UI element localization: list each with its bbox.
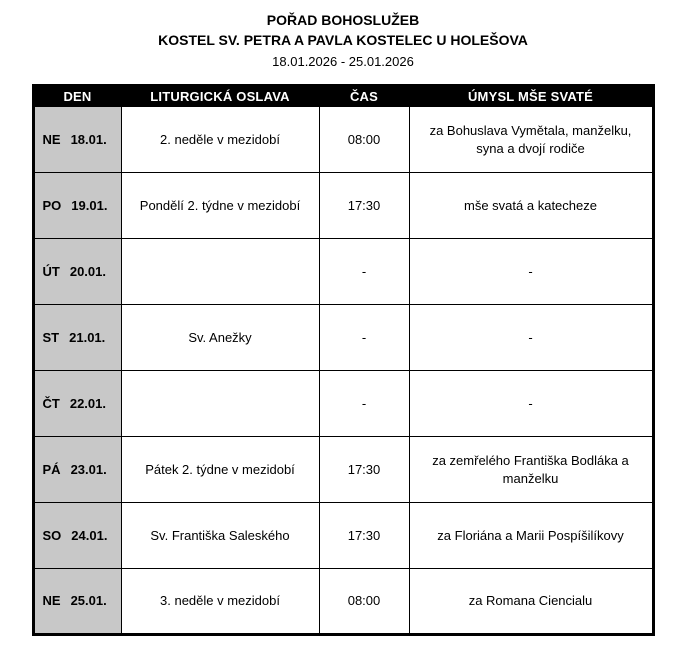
celebration-cell: 3. neděle v mezidobí [121, 569, 319, 635]
intention-cell: - [409, 371, 653, 437]
day-abbrev: SO [42, 527, 62, 543]
page-title: POŘAD BOHOSLUŽEB [266, 12, 420, 28]
intention-cell: za zemřelého Františka Bodláka a manželku [409, 437, 653, 503]
intention-cell: za Romana Ciencialu [409, 569, 653, 635]
day-abbrev: NE [42, 131, 61, 147]
celebration-cell: 2. neděle v mezidobí [121, 107, 319, 173]
day-date: 22.01. [69, 395, 106, 411]
day-cell [33, 305, 121, 371]
day-cell [33, 569, 121, 635]
time-cell: 17:30 [319, 437, 409, 503]
schedule-table-body [33, 107, 653, 635]
table-row [33, 503, 653, 569]
day-abbrev: PO [42, 197, 62, 213]
day-abbrev: ST [42, 329, 60, 345]
day-date: 20.01. [69, 263, 106, 279]
day-cell [33, 173, 121, 239]
day-cell [33, 503, 121, 569]
table-row [33, 239, 653, 305]
celebration-cell: Sv. Anežky [121, 305, 319, 371]
day-date: 19.01. [71, 197, 108, 213]
table-row [33, 569, 653, 635]
time-cell: 17:30 [319, 503, 409, 569]
day-abbrev: ČT [42, 395, 60, 411]
celebration-cell: Pátek 2. týdne v mezidobí [121, 437, 319, 503]
table-header-row [33, 86, 653, 107]
day-date: 18.01. [70, 131, 107, 147]
day-abbrev: ÚT [42, 263, 60, 279]
celebration-cell [121, 239, 319, 305]
page-subtitle: KOSTEL SV. PETRA A PAVLA KOSTELEC U HOLEŠOVA [158, 32, 528, 49]
day-date: 25.01. [70, 593, 107, 609]
day-date: 23.01. [70, 461, 107, 477]
intention-cell: - [409, 305, 653, 371]
day-date: 24.01. [71, 527, 108, 543]
day-cell [33, 437, 121, 503]
title-block [0, 0, 686, 71]
day-date: 21.01. [69, 329, 106, 345]
intention-cell: - [409, 239, 653, 305]
time-cell: 08:00 [319, 569, 409, 635]
celebration-cell: Pondělí 2. týdne v mezidobí [121, 173, 319, 239]
time-cell: - [319, 239, 409, 305]
intention-cell: za Floriána a Marii Pospíšilíkovy [409, 503, 653, 569]
time-cell: 08:00 [319, 107, 409, 173]
day-abbrev: PÁ [42, 461, 61, 477]
day-cell [33, 107, 121, 173]
day-cell [33, 371, 121, 437]
celebration-cell [121, 371, 319, 437]
time-cell: - [319, 371, 409, 437]
column-header-intention: ÚMYSL MŠE SVATÉ [409, 86, 653, 107]
column-header-celebration: LITURGICKÁ OSLAVA [121, 86, 319, 107]
intention-cell: mše svatá a katecheze [409, 173, 653, 239]
day-abbrev: NE [42, 593, 61, 609]
column-header-time: ČAS [319, 86, 409, 107]
table-row [33, 107, 653, 173]
time-cell: - [319, 305, 409, 371]
intention-cell: za Bohuslava Vymětala, manželku, syna a dvojí rodiče [409, 107, 653, 173]
table-row [33, 305, 653, 371]
table-row [33, 173, 653, 239]
date-range: 18.01.2026 - 25.01.2026 [272, 54, 414, 70]
celebration-cell: Sv. Františka Saleského [121, 503, 319, 569]
column-header-day: DEN [33, 86, 121, 107]
table-row [33, 437, 653, 503]
schedule-table [32, 84, 655, 636]
time-cell: 17:30 [319, 173, 409, 239]
table-row [33, 371, 653, 437]
day-cell [33, 239, 121, 305]
